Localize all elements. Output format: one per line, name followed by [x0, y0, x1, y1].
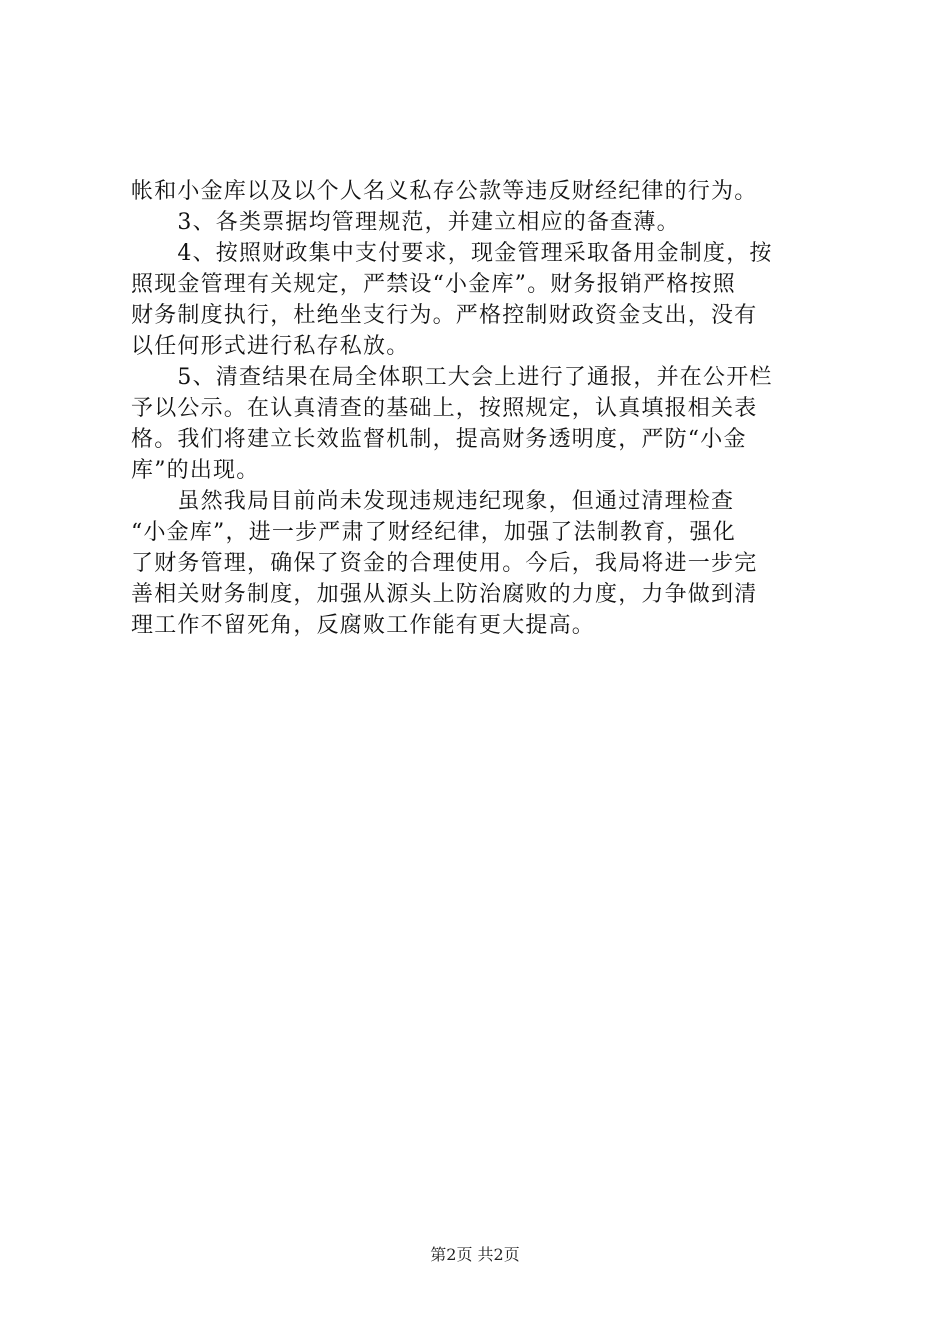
body-text — [131, 176, 831, 641]
text-line: 帐和小金库以及以个人名义私存公款等违反财经纪律的行为。 — [131, 179, 758, 204]
text-line: 以任何形式进行私存私放。 — [131, 334, 410, 359]
page-footer — [0, 1245, 950, 1265]
text-line: 理工作不留死角，反腐败工作能有更大提高。 — [131, 613, 596, 638]
text-line: 4、按照财政集中支付要求，现金管理采取备用金制度，按 — [131, 241, 773, 266]
text-line: 虽然我局目前尚未发现违规违纪现象，但通过清理检查 — [131, 489, 735, 514]
text-line: 善相关财务制度，加强从源头上防治腐败的力度，力争做到清 — [131, 582, 758, 607]
text-line: 格。我们将建立长效监督机制，提高财务透明度，严防“小金 — [131, 427, 747, 452]
text-line: 5、清查结果在局全体职工大会上进行了通报，并在公开栏 — [131, 365, 773, 390]
text-line: 财务制度执行，杜绝坐支行为。严格控制财政资金支出，没有 — [131, 303, 758, 328]
text-line: 3、各类票据均管理规范，并建立相应的备查薄。 — [131, 210, 680, 235]
text-line: 照现金管理有关规定，严禁设“小金库”。财务报销严格按照 — [131, 272, 736, 297]
text-line: 了财务管理，确保了资金的合理使用。今后，我局将进一步完 — [131, 551, 758, 576]
text-line: “小金库”，进一步严肃了财经纪律，加强了法制教育，强化 — [131, 520, 736, 545]
text-line: 库”的出现。 — [131, 458, 260, 483]
text-line: 予以公示。在认真清查的基础上，按照规定，认真填报相关表 — [131, 396, 758, 421]
page-number: 第2页 共2页 — [430, 1245, 520, 1264]
